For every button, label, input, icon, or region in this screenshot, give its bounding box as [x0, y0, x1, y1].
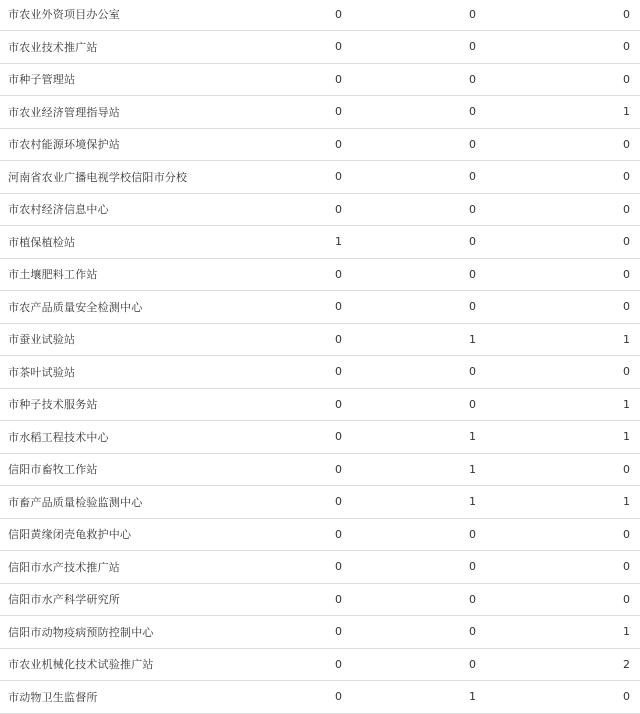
value-cell-col2: 1	[375, 421, 510, 454]
unit-name-cell: 市农业机械化技术试验推广站	[0, 648, 303, 681]
table-row	[0, 681, 640, 714]
table-row	[0, 161, 640, 194]
value-cell-col3: 1	[510, 616, 640, 649]
table-row	[0, 226, 640, 259]
value-cell-col3: 0	[510, 161, 640, 194]
unit-name-cell: 河南省农业广播电视学校信阳市分校	[0, 161, 303, 194]
unit-name-cell: 市种子管理站	[0, 63, 303, 96]
value-cell-col2: 0	[375, 128, 510, 161]
table-row	[0, 453, 640, 486]
table-row	[0, 0, 640, 31]
value-cell-col3: 0	[510, 226, 640, 259]
value-cell-col3: 0	[510, 583, 640, 616]
value-cell-col2: 0	[375, 551, 510, 584]
table-row	[0, 323, 640, 356]
value-cell-col1: 0	[303, 128, 375, 161]
table-row	[0, 648, 640, 681]
value-cell-col3: 0	[510, 551, 640, 584]
value-cell-col1: 0	[303, 96, 375, 129]
unit-name-cell: 信阳市动物疫病预防控制中心	[0, 616, 303, 649]
unit-name-cell: 市农产品质量安全检测中心	[0, 291, 303, 324]
value-cell-col3: 0	[510, 193, 640, 226]
unit-name-cell: 信阳黄缘闭壳龟救护中心	[0, 518, 303, 551]
value-cell-col1: 0	[303, 453, 375, 486]
unit-name-cell: 市水稻工程技术中心	[0, 421, 303, 454]
table-row	[0, 583, 640, 616]
value-cell-col1: 0	[303, 356, 375, 389]
unit-name-cell: 市蚕业试验站	[0, 323, 303, 356]
table-row	[0, 551, 640, 584]
value-cell-col3: 0	[510, 0, 640, 31]
value-cell-col2: 0	[375, 291, 510, 324]
unit-name-cell: 市农村能源环境保护站	[0, 128, 303, 161]
table-row	[0, 193, 640, 226]
value-cell-col1: 0	[303, 291, 375, 324]
value-cell-col2: 0	[375, 161, 510, 194]
value-cell-col1: 0	[303, 258, 375, 291]
unit-name-cell: 市茶叶试验站	[0, 356, 303, 389]
value-cell-col1: 0	[303, 193, 375, 226]
value-cell-col2: 0	[375, 648, 510, 681]
value-cell-col1: 0	[303, 518, 375, 551]
unit-name-cell: 市动物卫生监督所	[0, 681, 303, 714]
unit-name-cell: 市植保植检站	[0, 226, 303, 259]
unit-name-cell: 市农业技术推广站	[0, 31, 303, 64]
table-row	[0, 96, 640, 129]
value-cell-col2: 0	[375, 0, 510, 31]
unit-name-cell: 信阳市畜牧工作站	[0, 453, 303, 486]
value-cell-col2: 0	[375, 96, 510, 129]
value-cell-col1: 0	[303, 323, 375, 356]
value-cell-col3: 1	[510, 323, 640, 356]
value-cell-col2: 0	[375, 616, 510, 649]
value-cell-col2: 0	[375, 388, 510, 421]
value-cell-col3: 0	[510, 291, 640, 324]
value-cell-col1: 0	[303, 583, 375, 616]
value-cell-col3: 0	[510, 681, 640, 714]
value-cell-col2: 0	[375, 258, 510, 291]
table-row	[0, 258, 640, 291]
unit-name-cell: 信阳市水产科学研究所	[0, 583, 303, 616]
value-cell-col3: 1	[510, 388, 640, 421]
value-cell-col2: 0	[375, 226, 510, 259]
value-cell-col3: 1	[510, 421, 640, 454]
unit-name-cell: 市农业经济管理指导站	[0, 96, 303, 129]
value-cell-col1: 0	[303, 681, 375, 714]
value-cell-col3: 1	[510, 96, 640, 129]
value-cell-col1: 0	[303, 551, 375, 584]
unit-name-cell: 市种子技术服务站	[0, 388, 303, 421]
value-cell-col2: 0	[375, 193, 510, 226]
unit-name-cell: 市土壤肥料工作站	[0, 258, 303, 291]
table-row	[0, 486, 640, 519]
value-cell-col2: 0	[375, 63, 510, 96]
value-cell-col2: 0	[375, 583, 510, 616]
table-row	[0, 128, 640, 161]
value-cell-col3: 2	[510, 648, 640, 681]
table-row	[0, 388, 640, 421]
table-row	[0, 63, 640, 96]
value-cell-col2: 0	[375, 356, 510, 389]
table-row	[0, 31, 640, 64]
value-cell-col1: 0	[303, 0, 375, 31]
value-cell-col1: 0	[303, 31, 375, 64]
unit-name-cell: 市农业外资项目办公室	[0, 0, 303, 31]
value-cell-col2: 0	[375, 518, 510, 551]
value-cell-col3: 0	[510, 31, 640, 64]
value-cell-col3: 0	[510, 128, 640, 161]
value-cell-col3: 0	[510, 63, 640, 96]
table-row	[0, 356, 640, 389]
table-row	[0, 421, 640, 454]
value-cell-col2: 1	[375, 486, 510, 519]
table-row	[0, 291, 640, 324]
value-cell-col2: 1	[375, 323, 510, 356]
value-cell-col3: 0	[510, 258, 640, 291]
value-cell-col1: 0	[303, 616, 375, 649]
table-row	[0, 616, 640, 649]
value-cell-col1: 0	[303, 486, 375, 519]
unit-name-cell: 市农村经济信息中心	[0, 193, 303, 226]
value-cell-col3: 0	[510, 518, 640, 551]
value-cell-col2: 0	[375, 31, 510, 64]
value-cell-col1: 0	[303, 421, 375, 454]
table-row	[0, 518, 640, 551]
value-cell-col3: 1	[510, 486, 640, 519]
value-cell-col1: 1	[303, 226, 375, 259]
value-cell-col3: 0	[510, 356, 640, 389]
value-cell-col3: 0	[510, 453, 640, 486]
value-cell-col1: 0	[303, 161, 375, 194]
unit-name-cell: 市畜产品质量检验监测中心	[0, 486, 303, 519]
unit-name-cell: 信阳市水产技术推广站	[0, 551, 303, 584]
value-cell-col2: 1	[375, 453, 510, 486]
value-cell-col2: 1	[375, 681, 510, 714]
value-cell-col1: 0	[303, 648, 375, 681]
value-cell-col1: 0	[303, 388, 375, 421]
value-cell-col1: 0	[303, 63, 375, 96]
